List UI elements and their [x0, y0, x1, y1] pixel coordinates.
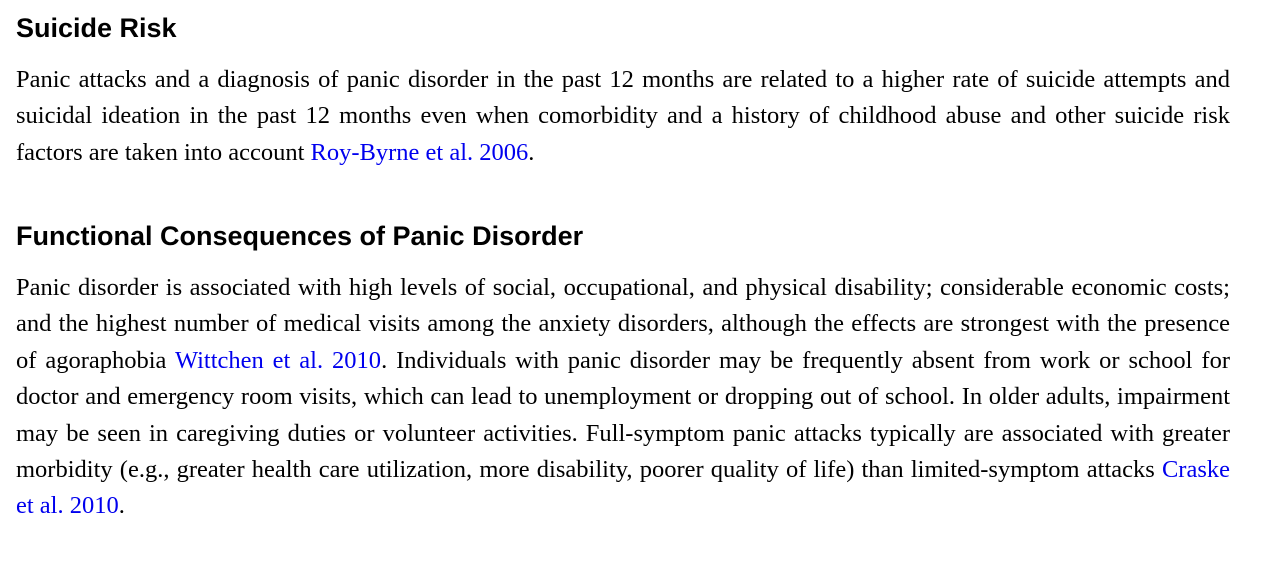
paragraph-text: Panic disorder is associated with high levels of social, occupational, and physical disability; considerable economic costs; and the highest number of medical visits among the anxiety disorders, although the effects are strongest with the presence of agoraphobia — [16, 274, 1230, 374]
section-heading-suicide-risk: Suicide Risk — [16, 13, 177, 43]
citation-link-wittchen-2010[interactable]: Wittchen et al. 2010 — [174, 346, 382, 374]
section-heading-functional-consequences: Functional Consequences of Panic Disorder — [16, 221, 584, 251]
paragraph-text: Panic attacks and a diagnosis of panic disorder in the past 12 months are related to a higher rate of suicide attempts and suicidal ideation in the past 12 months even when comorbidity and a history of childhood abuse and other suicide risk factors are taken into account — [16, 66, 1230, 166]
citation-link-craske-2010[interactable]: Craske et al. 2010 — [16, 456, 1230, 520]
paragraph-functional-consequences — [16, 270, 1230, 525]
citation-link-roy-byrne-2006[interactable]: Roy-Byrne et al. 2006 — [310, 138, 529, 166]
paragraph-text: . — [118, 492, 125, 520]
paragraph-text: . — [528, 138, 535, 166]
paragraph-text: . Individuals with panic disorder may be frequently absent from work or school for doctor and emergency room visits, which can lead to unemployment or dropping out of school. In older adults, impairment may be seen in caregiving duties or volunteer activities. Full-symptom panic attacks typically are associated with greater morbidity (e.g., greater health care utilization, more disability, poorer quality of life) than limited-symptom attacks — [16, 346, 1230, 484]
paragraph-suicide-risk — [16, 62, 1230, 171]
